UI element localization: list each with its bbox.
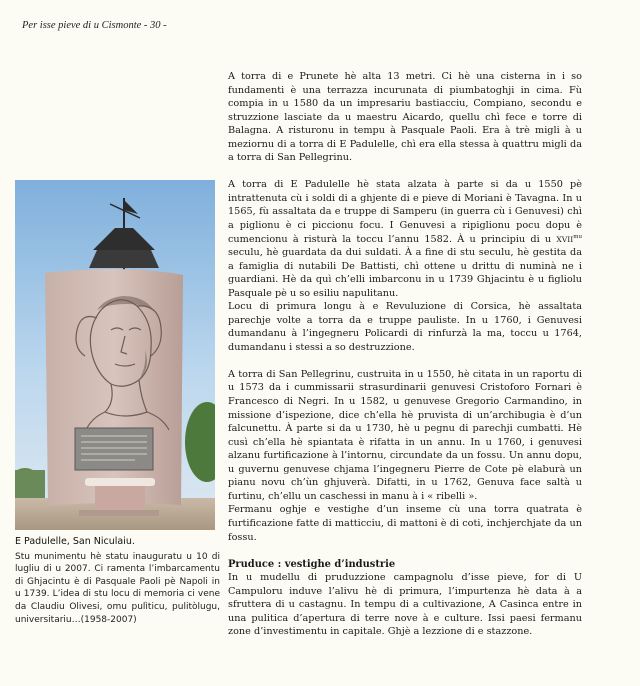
paragraph-padulelle-part2: seculu, hè guardata da dui suldati. À a fine di stu seculu, hè gestita da a famiglia di nutabili De Battisti, chì ottene u drittu di numinà ne i guardiani. Hè da quì ch’elli imbarconu in u 1739 Ghjacintu è u figliolu Pasquale pè u so esiliu napulitanu.: [228, 247, 582, 299]
century-numeral: XVII: [556, 234, 574, 244]
paragraph-san-pellegrinu-tower: A torra di San Pellegrinu, custruita in u 1550, hè citata in un raportu di u 1573 da i cummissarii strasurdinarii genuvesi Cristoforo Fornari è Francesco di Negri. In u 1582, u genuvese Gregorio Carmandino, in missione d’ispezione, dice ch’ella hè pruvista di un’archibugia è d’un falcunettu. À parte si da u 1730, hè u pegnu di parechji cumbatti. Hè cusì ch’ella hè spiantata è rifatta in un annu. In u 1760, i genuvesi alzanu furtificazione à l’intornu, circundate da un fossu. Un annu dopu, u guvernu genuvese chjama l’ingegneru Pierre de Cote pè elaburà un pianu novu ch’ùn ghjuverà. Difatti, in u 1762, Genuva face saltà u furtinu, ch’ellu un caschessi in manu à i « ribelli ».: [228, 368, 582, 502]
monument-photo: [15, 180, 215, 530]
running-header: Per isse pieve di u Cismonte - 30 -: [22, 20, 167, 31]
paragraph-revolutions: Locu di primura longu à e Revuluzione di Corsica, hè assaltata parechje volte a torra da e truppe pauliste. In u 1760, i Genuvesi dumandanu à l’ingegneru Policardi di rinfurzà la ma, toccu u 1764, dumandanu i stessi a so destruzzione.: [228, 301, 582, 353]
paragraph-padulelle-tower: [228, 178, 582, 300]
paragraph-prunete-tower: A torra di e Prunete hè alta 13 metri. Ci hè una cisterna in i so fundamenti è una terrazza incurunata di piumbatoghji in cima. Fù compia in u 1580 da un impresariu bastiacciu, Compiano, secondu e struzzione lasciate da u maestru Aicardo, quellu chì fece e torre di Balagna. A risturonu in tempu à Pasquale Paoli. Era à trè migli à u meziornu di a torra di E Padulelle, chì era ella stessa à quattru migli da a torra di San Pellegrinu.: [228, 71, 582, 164]
section-heading-industry: Pruduce : vestighe d’industrie: [228, 558, 396, 570]
article-body: [228, 70, 582, 652]
paragraph-remains: Fermanu oghje e vestighe d’un inseme cù una torra quatrata è furtificazione fatte di matticciu, di mattoni è di coti, inchjerchjate da un fossu.: [228, 504, 582, 543]
caption-text: Stu munimentu hè statu inauguratu u 10 di lugliu di u 2007. Ci ramenta l’imbarcamentu di Ghjacintu è di Pasquale Paoli pè Napoli in u 1739. L’idea di stu locu di memoria ci vene da Claudiu Olivesi, omu pulìticu, pulitòlugu, universitariu…(1958-2007): [15, 551, 220, 625]
paragraph-padulelle-part1: A torra di E Padulelle hè stata alzata à parte si da u 1550 pè intrattenuta cù i soldi di a ghjente di e pieve di Moriani è Tavagna. In u 1565, fù assaltata da e truppe di Samperu (in guerra cù i Genuvesi) chì a piglionu è ci piccionu focu. I Genuvesi a ripiglionu pocu dopu è cumencionu à risturà la toccu l’annu 1582. À u principiu di u: [228, 179, 582, 245]
paragraph-production: In u mudellu di pruduzzione campagnolu d’isse pieve, for di U Campuloru induve l’alivu hè di primura, l’impurtenza hè data à a sfruttera di u castagnu. In tempu di a cultivazione, A Casinca entre in una pulitica d’apertura di terre nove à e culture. Issi paesi fermanu zone d’investimentu in capitale. Ghjè a lezzione di e stazzone.: [228, 572, 582, 638]
caption-title: E Padulelle, San Niculaiu.: [15, 536, 135, 547]
century-suffix: mu: [573, 233, 582, 240]
photo-caption: [15, 536, 220, 626]
